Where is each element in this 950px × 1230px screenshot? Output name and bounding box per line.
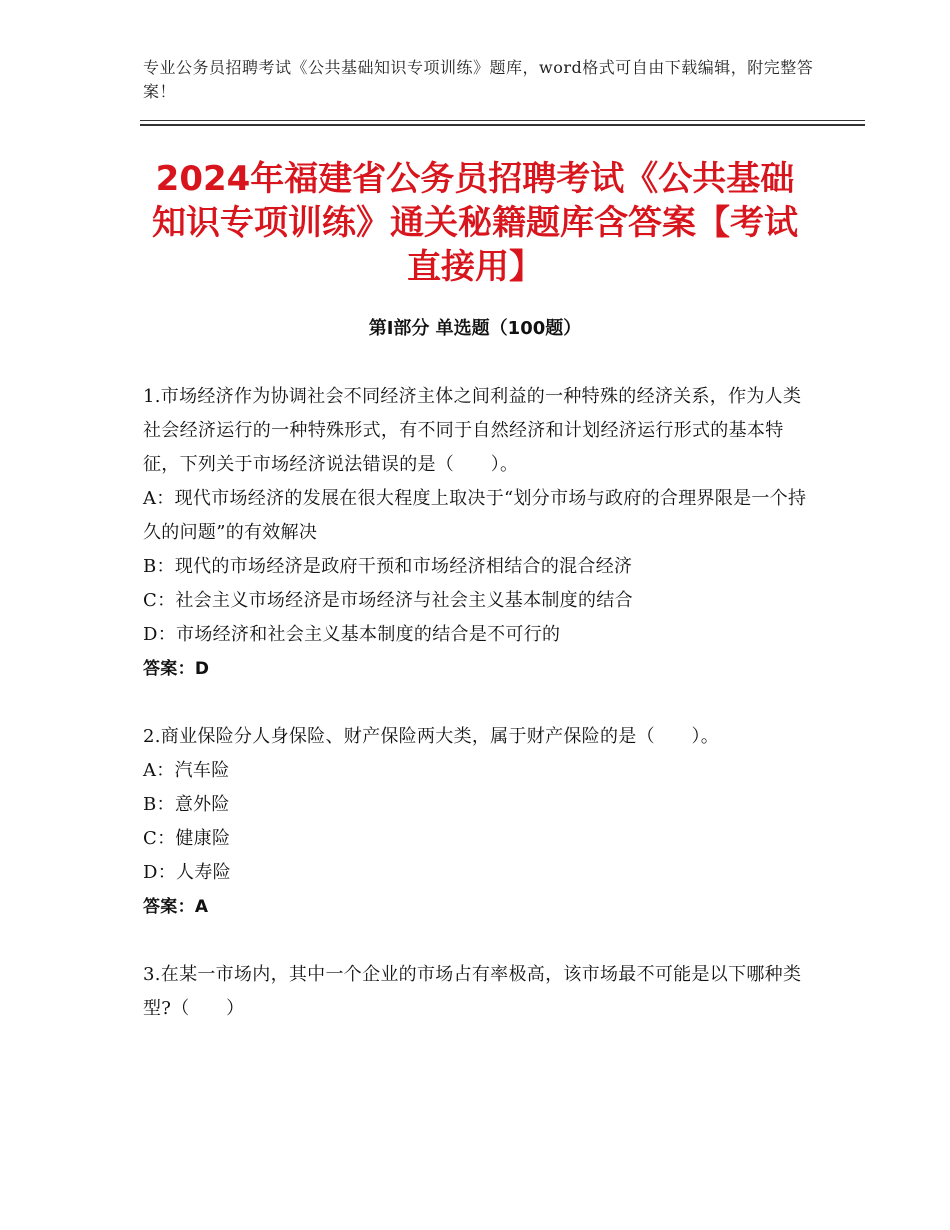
header-divider-thick — [140, 124, 865, 126]
option-c: C：健康险 — [143, 828, 231, 849]
header-note: 专业公务员招聘考试《公共基础知识专项训练》题库，word格式可自由下载编辑，附完整答案！ — [143, 58, 814, 101]
question-2 — [143, 720, 808, 924]
section-heading: 第Ⅰ部分 单选题（100题） — [368, 318, 582, 339]
header-divider-thin — [140, 120, 865, 121]
option-b: B：意外险 — [143, 794, 230, 815]
option-d: D：市场经济和社会主义基本制度的结合是不可行的 — [143, 624, 561, 645]
option-d: D：人寿险 — [143, 862, 231, 883]
question-stem: 2.商业保险分人身保险、财产保险两大类，属于财产保险的是（ ）。 — [143, 726, 720, 747]
answer-label: 答案：D — [143, 659, 210, 679]
question-list — [143, 380, 808, 1060]
option-a: A：汽车险 — [143, 760, 230, 781]
question-1 — [143, 380, 808, 686]
document-title: 2024年福建省公务员招聘考试《公共基础知识专项训练》通关秘籍题库含答案【考试直接用】 — [152, 159, 798, 287]
option-c: C：社会主义市场经济是市场经济与社会主义基本制度的结合 — [143, 590, 633, 611]
question-3 — [143, 958, 808, 1026]
option-b: B：现代的市场经济是政府干预和市场经济相结合的混合经济 — [143, 556, 633, 577]
answer-label: 答案：A — [143, 897, 209, 917]
question-stem: 1.市场经济作为协调社会不同经济主体之间利益的一种特殊的经济关系，作为人类社会经济运行的一种特殊形式，有不同于自然经济和计划经济运行形式的基本特征，下列关于市场经济说法错误的是（ ）。 — [143, 386, 802, 475]
option-a: A：现代市场经济的发展在很大程度上取决于“划分市场与政府的合理界限是一个持久的问题”的有效解决 — [143, 488, 807, 543]
question-stem: 3.在某一市场内，其中一个企业的市场占有率极高，该市场最不可能是以下哪种类型?（ ） — [143, 964, 802, 1019]
